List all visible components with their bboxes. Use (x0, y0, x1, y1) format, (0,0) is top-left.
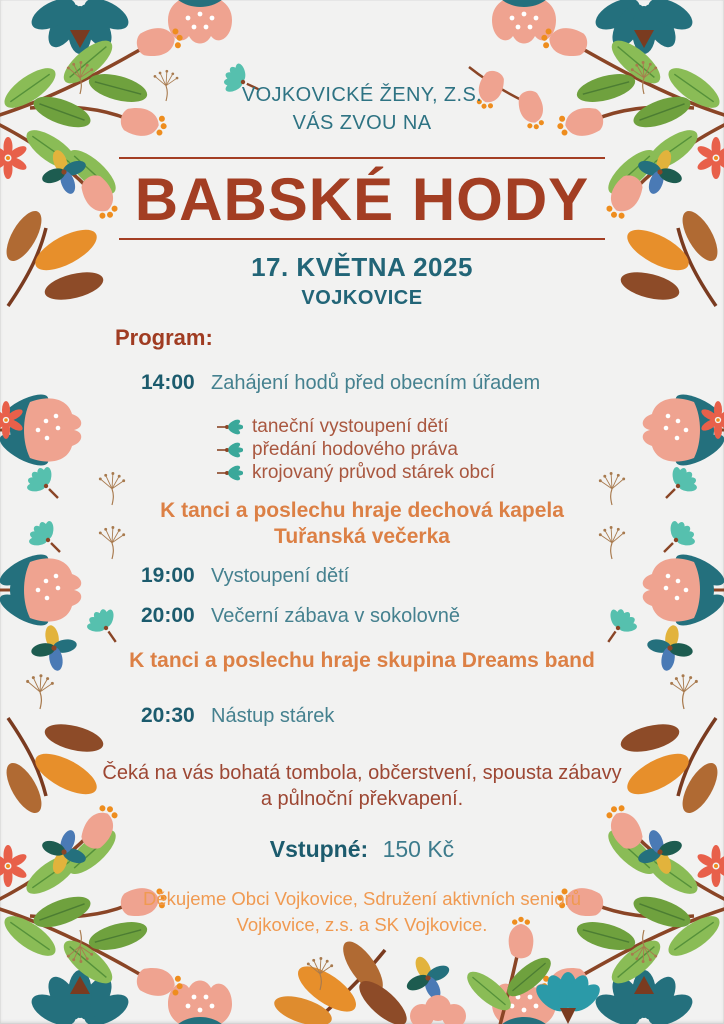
band-note-kapela (0, 498, 724, 550)
list-item-label: předání hodového práva (252, 438, 458, 460)
band-note-dreams: K tanci a poslechu hraje skupina Dreams band (129, 649, 595, 672)
tombola-line: a půlnoční překvapení. (260, 788, 464, 810)
program-heading: Program: (115, 325, 213, 350)
program-description: Večerní zábava v sokolovně (211, 605, 461, 627)
divider-bottom (119, 238, 605, 240)
list-item (215, 415, 495, 438)
thanks-text (0, 886, 724, 938)
program-time: 19:00 (141, 564, 195, 587)
event-date: 17. KVĚTNA 2025 (251, 252, 473, 282)
program-item (0, 604, 724, 628)
program-item (0, 371, 724, 395)
entry-fee (0, 836, 724, 863)
flower-bullet-icon (215, 419, 243, 435)
flower-bullet-icon (215, 465, 243, 481)
tombola-line: Čeká na vás bohatá tombola, občerstvení, spousta zábavy (102, 762, 622, 784)
invite-line: VÁS ZVOU NA (292, 112, 432, 134)
divider-top (119, 157, 605, 159)
list-item (215, 461, 495, 484)
page-title: BABSKÉ HODY (134, 166, 590, 233)
organizer-line: VOJKOVICKÉ ŽENY, Z.S. (241, 84, 483, 106)
program-item (0, 704, 724, 728)
program-description: Zahájení hodů před obecním úřadem (211, 372, 541, 394)
event-place: VOJKOVICE (301, 287, 423, 309)
band-note-line: Tuřanská večerka (274, 525, 450, 548)
program-item (0, 564, 724, 588)
program-time: 20:30 (141, 704, 195, 727)
thanks-line: Děkujeme Obci Vojkovice, Sdružení aktivních seniorů (142, 888, 582, 909)
program-time: 14:00 (141, 371, 195, 394)
list-item-label: taneční vystoupení dětí (252, 415, 449, 437)
band-note-line: K tanci a poslechu hraje dechová kapela (160, 499, 564, 522)
tombola-text (0, 760, 724, 812)
program-time: 20:00 (141, 604, 195, 627)
flower-bullet-icon (215, 442, 243, 458)
list-item-label: krojovaný průvod stárek obcí (252, 461, 495, 483)
entry-fee-label: Vstupné: (269, 836, 369, 862)
sub-events-list (215, 415, 495, 484)
program-description: Vystoupení dětí (211, 565, 350, 587)
entry-fee-value: 150 Kč (382, 836, 455, 862)
thanks-line: Vojkovice, z.s. a SK Vojkovice. (236, 914, 488, 935)
list-item (215, 438, 495, 461)
program-description: Nástup stárek (211, 705, 335, 727)
